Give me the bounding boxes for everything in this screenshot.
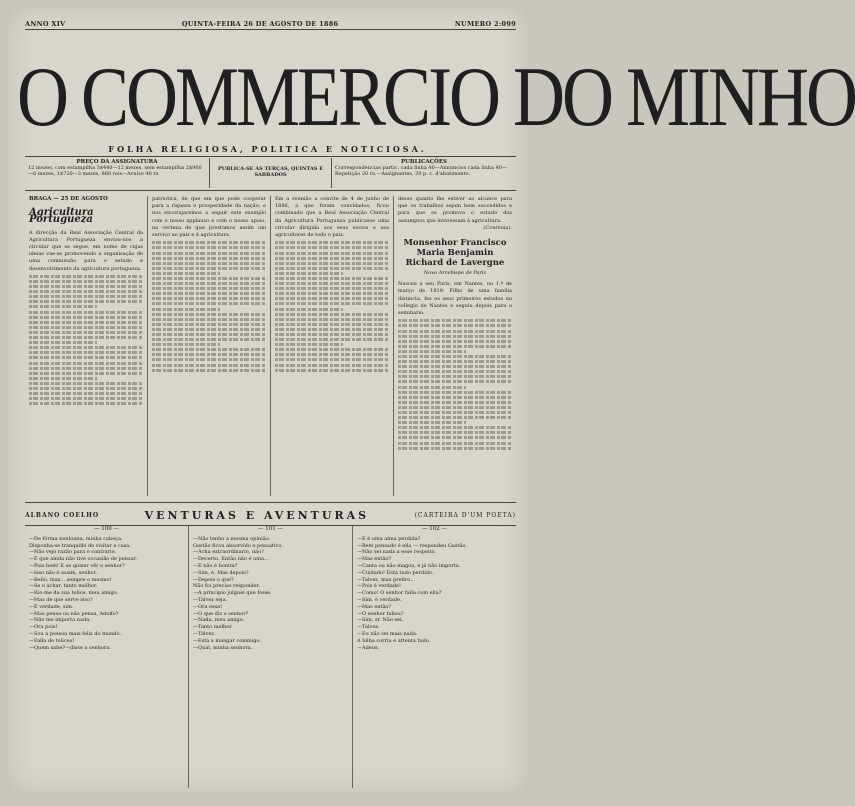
text-line: [152, 308, 220, 311]
text-line: [152, 318, 266, 321]
dialogue-line: —Nada, meu amigo.: [193, 617, 245, 624]
dialogue-line: —Isso não é assim, senhor.: [29, 569, 98, 576]
dialogue-line: —Bello, mas... sempre o mesmo!: [29, 576, 112, 583]
text-line: [398, 426, 512, 429]
dialogue-line: —Qual, minha senhora.: [193, 644, 253, 651]
info-bar: [25, 158, 516, 188]
dialogue-line: —Sim, é verdade.: [357, 596, 402, 603]
text-line: [398, 380, 512, 383]
body-text-lines: [275, 241, 389, 371]
text-line: [275, 277, 389, 280]
text-line: [275, 348, 389, 351]
text-line: [398, 442, 512, 445]
divider: [25, 502, 516, 503]
text-line: [398, 365, 512, 368]
dialogue-line: —Pois é verdade!: [357, 583, 401, 590]
subscription-text: 12 mezes, com estampilha 3$440—12 mezes, sem estampilha 2$960—6 mezes, 1$720—3 mezes, 860 reis—Avulso 40 rs.: [28, 165, 202, 177]
text-line: [398, 360, 512, 363]
text-line: [275, 302, 389, 305]
dialogue-line: —E não é bonita?: [193, 562, 238, 569]
text-line: [29, 336, 143, 339]
text-line: [275, 308, 343, 311]
text-line: [398, 370, 512, 373]
text-line: [29, 402, 143, 405]
dialogue-line: —Tanto melhor.: [193, 624, 233, 631]
dialogue-line: —O que diz o senhor?: [193, 610, 249, 617]
text-line: [152, 369, 266, 372]
dialogue-line: —Pois bem! E se quizer vêr o senhor?: [29, 562, 125, 569]
text-line: [29, 346, 143, 349]
body-text-lines: [398, 319, 512, 449]
dialogue-line: —Decerto. Então não é uma...: [193, 556, 269, 563]
top-info-line: [25, 20, 516, 28]
text-line: [29, 300, 143, 303]
dialogue-line: —Mas então?: [357, 603, 392, 610]
dialogue-line: —Depois o que?: [193, 576, 234, 583]
dialogue-line: —O senhor fallou?: [357, 610, 404, 617]
text-line: [152, 272, 220, 275]
text-line: [29, 392, 143, 395]
text-line: [152, 343, 220, 346]
text-line: [398, 447, 512, 450]
text-line: [275, 318, 389, 321]
feuilleton-author: ALBANO COELHO: [25, 511, 100, 519]
column-1: [25, 196, 147, 496]
text-line: [398, 355, 512, 358]
dialogue-line: —Ora essa!: [193, 603, 223, 610]
dialogue-line: —Mas de que serve isso?: [29, 596, 93, 603]
body-text-lines: [152, 241, 266, 371]
text-line: [29, 280, 143, 283]
text-line: [152, 297, 266, 300]
text-line: [275, 297, 389, 300]
text-line: [29, 362, 143, 365]
text-line: [152, 252, 266, 255]
text-line: [398, 319, 512, 322]
dialogue-line: —É verdade, sim.: [29, 603, 74, 610]
text-line: [398, 391, 512, 394]
text-line: [275, 313, 389, 316]
dialogue-line: —Talvez seja.: [193, 596, 228, 603]
text-line: [29, 351, 143, 354]
text-line: [29, 341, 97, 344]
text-line: [398, 330, 512, 333]
masthead-subtitle: FOLHA RELIGIOSA, POLITICA E NOTICIOSA.: [108, 144, 427, 154]
dialogue-line: —Não me importa nada.: [29, 617, 91, 624]
text-line: [398, 324, 512, 327]
text-line: [29, 290, 143, 293]
text-line: [152, 353, 266, 356]
text-line: [398, 345, 512, 348]
text-line: [152, 287, 266, 290]
text-line: [398, 431, 512, 434]
dialogue-line: Disponha-se tranquillo de visitar a casa.: [29, 542, 131, 549]
text-line: [275, 338, 389, 341]
text-line: [275, 333, 389, 336]
dialogue-line: Gastão ficou absorvido e pensativo.: [193, 542, 283, 549]
divider: [25, 190, 516, 191]
text-line: [152, 257, 266, 260]
dialogue-line: —De fórma nenhuma, minha cabeça.: [29, 535, 123, 542]
text-line: [275, 364, 389, 367]
dialogue-line: —Talvez.: [357, 624, 380, 631]
masthead-title: O COMMERCIO DO MINHO: [17, 49, 855, 145]
publications-heading: PUBLICAÇÕES: [401, 159, 447, 165]
dialogue-line: —A principio julguei que fosse.: [193, 590, 272, 597]
dialogue-line: —Talvez, mas prefiro...: [357, 576, 415, 583]
text-line: [152, 246, 266, 249]
text-line: [398, 416, 512, 419]
feuilleton-columns: [25, 526, 516, 788]
text-line: [29, 331, 143, 334]
column-4: [393, 196, 516, 496]
text-line: [29, 275, 143, 278]
article-subheadline: Novo Arcebispo de Paris: [423, 270, 487, 277]
dialogue-line: —Acha extraordinario, não?: [193, 549, 264, 556]
text-line: [29, 316, 143, 319]
text-line: [275, 343, 343, 346]
text-line: [29, 377, 97, 380]
continued-note: (Continúa).: [483, 224, 512, 231]
subscription-info: [25, 158, 209, 188]
dialogue-line: —Sim, é. Mas depois?: [193, 569, 249, 576]
dialogue-line: —Falla de tolices!: [29, 637, 75, 644]
text-line: [152, 358, 266, 361]
year-label: ANNO XIV: [25, 20, 66, 28]
text-line: [29, 311, 143, 314]
text-line: [29, 356, 143, 359]
text-line: [398, 350, 466, 353]
text-line: [152, 348, 266, 351]
article-headline: Agricultura Portugueza: [29, 207, 94, 226]
subscription-heading: PREÇO DA ASSIGNATURA: [76, 159, 158, 165]
page-number: — 102 —: [422, 526, 447, 532]
text-line: [29, 285, 143, 288]
text-line: [275, 358, 389, 361]
issue-date: QUINTA-FEIRA 26 DE AGOSTO DE 1886: [181, 20, 339, 28]
text-line: [398, 421, 466, 424]
dialogue-lines: [357, 536, 512, 652]
text-line: [398, 396, 512, 399]
text-line: [275, 272, 343, 275]
text-line: [275, 267, 389, 270]
feuilleton-column-3: [352, 526, 516, 788]
text-line: [29, 367, 143, 370]
column-2: [147, 196, 270, 496]
text-line: [275, 246, 389, 249]
feuilleton-note: (CARTEIRA D'UM POETA): [414, 511, 516, 519]
dialogue-lines: [29, 536, 184, 652]
dialogue-line: —Mas então?: [357, 556, 392, 563]
dialogue-line: —Talvez.: [193, 630, 216, 637]
dialogue-line: —Não tenho a mesma opinião.: [193, 535, 271, 542]
text-line: [398, 375, 512, 378]
text-line: [152, 323, 266, 326]
dialogue-line: —É que ainda não tive occasião de pensar.: [29, 556, 138, 563]
text-line: [398, 386, 466, 389]
page-number: — 100 —: [94, 526, 119, 532]
text-line: [152, 313, 266, 316]
main-columns: [25, 196, 516, 496]
text-line: [398, 335, 512, 338]
text-line: [398, 406, 512, 409]
dialogue-line: —Mas pensa ou não pensa, Adolfo?: [29, 610, 119, 617]
text-line: [275, 262, 389, 265]
text-line: [275, 369, 389, 372]
text-line: [152, 302, 266, 305]
dialogue-line: —Cuidado! Está tudo perdido.: [357, 569, 434, 576]
body-text-lines: [29, 275, 143, 405]
text-line: [275, 287, 389, 290]
text-line: [152, 328, 266, 331]
dialogue-line: —Quem sabe?—disse a senhora.: [29, 644, 111, 651]
page-number: — 101 —: [258, 526, 283, 532]
text-line: [275, 282, 389, 285]
dialogue-line: Não foi preciso responder.: [193, 583, 261, 590]
text-line: [398, 436, 512, 439]
article-text: Em a reunião a convite de 4 de junho de 1886, a que foram convidados, ficou combinado que a Real Associação Central da Agricultura Portugueza publicasse uma circular dirigida aos seus socios e aos agricultores de todo o paiz.: [275, 196, 389, 239]
text-line: [275, 353, 389, 356]
text-line: [275, 241, 389, 244]
text-line: [398, 340, 512, 343]
dialogue-line: —Ora pois!: [29, 624, 58, 631]
dialogue-lines: [193, 536, 348, 652]
article-text: A direcção da Real Associação Central da Agricultura Portugueza enviou-nos a circular que se segue, em nome de cujas ideias vae-se promovendo a organisação de uma commissão para o estudo e desenvolvimento da agricultura portugueza.: [29, 229, 143, 272]
feuilleton-column-1: [25, 526, 188, 788]
text-line: [152, 267, 266, 270]
feuilleton-title: VENTURAS E AVENTURAS: [144, 508, 370, 522]
dialogue-line: —E é uma alma perdida?: [357, 535, 421, 542]
text-line: [29, 321, 143, 324]
divider: [25, 29, 516, 30]
divider: [25, 156, 516, 157]
text-line: [29, 295, 143, 298]
feuilleton-column-2: [188, 526, 352, 788]
text-line: [29, 397, 143, 400]
text-line: [152, 241, 266, 244]
dialogue-line: —Não sei nada a esse respeito.: [357, 549, 437, 556]
text-line: [29, 372, 143, 375]
feuilleton-header: [25, 506, 516, 524]
dialogue-line: —Não vejo razão para o contrario.: [29, 549, 117, 556]
text-line: [29, 387, 143, 390]
article-text: Nasceu a seu Paris, em Nantes, no 1.º de março de 1819. Filho de uma familia distincta, fez os seus primeiros estudos no collegio de Nantes e seguiu depois para o seminario.: [398, 281, 512, 317]
newspaper-page: [7, 6, 855, 794]
text-line: [152, 333, 266, 336]
text-line: [29, 305, 97, 308]
dialogue-line: —Está a mangar commigo.: [193, 637, 262, 644]
dateline: BRAGA — 25 DE AGOSTO: [29, 196, 108, 202]
dialogue-line: —Sou a pessoa mais feliz do mundo.: [29, 630, 122, 637]
text-line: [152, 262, 266, 265]
dialogue-line: —Eu não sei mais nada.: [357, 630, 418, 637]
publication-days: PUBLICA-SE ÁS TERÇAS, QUINTAS E SABBADOS: [209, 158, 332, 188]
dialogue-line: —Rio-me da sua tolice, meu amigo.: [29, 590, 119, 597]
dialogue-line: A bilha corria e attenta tudo.: [357, 637, 431, 644]
text-line: [275, 257, 389, 260]
text-line: [275, 252, 389, 255]
text-line: [152, 277, 266, 280]
article-headline: Monsenhor Francisco Maria Benjamin Richard de Lavergne: [403, 238, 507, 269]
text-line: [398, 411, 512, 414]
text-line: [275, 292, 389, 295]
text-line: [275, 328, 389, 331]
dialogue-line: —Como! O senhor falla com ella?: [357, 590, 442, 597]
publications-text: Correspondencias partic. cada linha 40—Annuncios cada linha 40—Repetição 20 rs.—Assignantes, 20 p. c. d'abatimento.: [335, 165, 507, 177]
article-text: patriotica, de que em que pode cooperar para a riqueza e prosperidade da nação; e nos encorajaremos a seguir este exemplo com o nosso applauso e com o nosso apoio, na certeza de que prestamos assim um serviço ao paiz e á agricultura.: [152, 196, 266, 239]
text-line: [152, 364, 266, 367]
text-line: [29, 326, 143, 329]
column-3: [270, 196, 393, 496]
text-line: [275, 323, 389, 326]
dialogue-line: —Canta ou não magoa, e já não importa.: [357, 562, 461, 569]
publications-info: [332, 158, 516, 188]
dialogue-line: —Adeus.: [357, 644, 380, 651]
dialogue-line: —Se o achar, tanto melhor.: [29, 583, 98, 590]
dialogue-line: —Bem pensado é ella — respondeu Gastão.: [357, 542, 467, 549]
article-text: desse quanto lhe estiver ao alcance para que os trabalhos sejam bem succedidos e para que se promova o estudo dos assumptos que interessam á agricultura.: [398, 196, 512, 224]
text-line: [29, 382, 143, 385]
text-line: [152, 292, 266, 295]
text-line: [398, 401, 512, 404]
text-line: [152, 338, 266, 341]
text-line: [152, 282, 266, 285]
issue-number: NUMERO 2:099: [454, 20, 516, 28]
dialogue-line: —Sim, sr. Não sei.: [357, 617, 404, 624]
